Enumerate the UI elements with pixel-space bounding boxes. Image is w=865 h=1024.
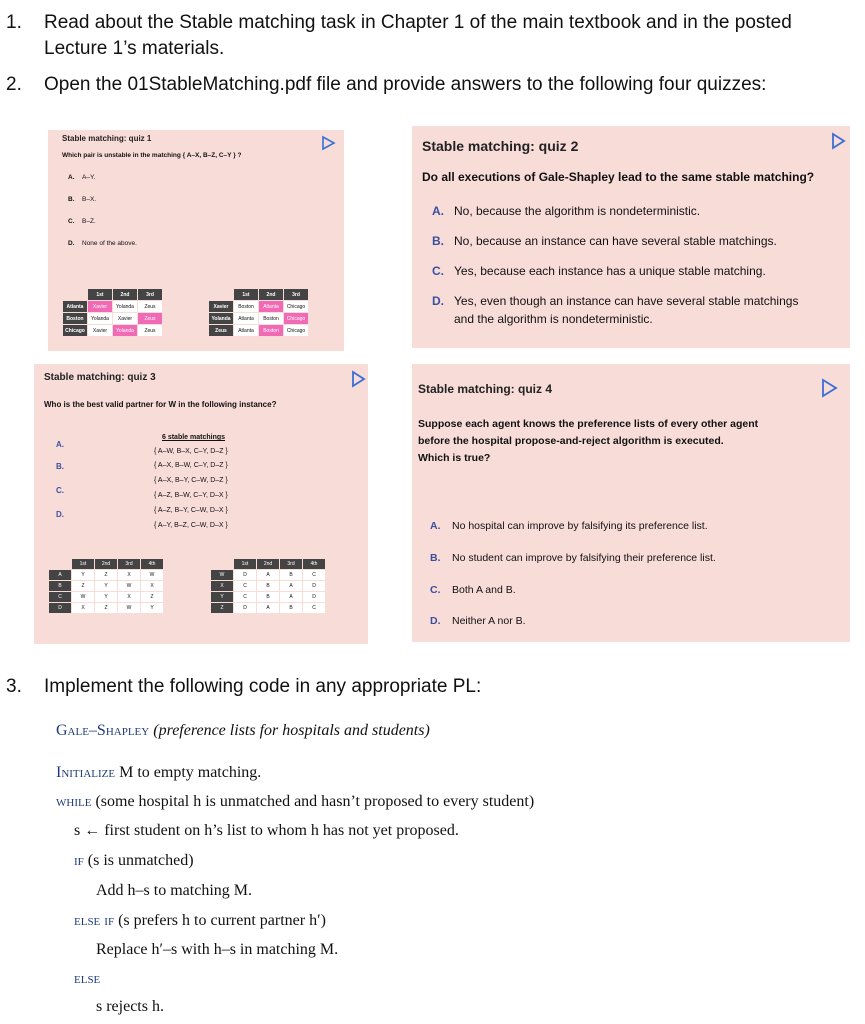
code-line-initialize [56, 764, 261, 782]
table-cell: C [303, 570, 326, 581]
matching-item: { A–X, B–Y, C–W, D–Z } [154, 477, 228, 484]
header-cell: 1st [234, 289, 259, 301]
quiz3-student-pref-table [210, 558, 326, 614]
option-letter: B. [430, 552, 441, 564]
quiz3-hospital-pref-table [48, 558, 164, 614]
matching-item: { A–X, B–W, C–Y, D–Z } [154, 462, 228, 469]
quiz3-question: Who is the best valid partner for W in the following instance? [44, 400, 277, 409]
header-cell: 3rd [280, 559, 303, 570]
table-cell: C [303, 603, 326, 614]
table-cell: Z [95, 570, 118, 581]
table-cell: A [280, 581, 303, 592]
quiz1-student-pref-table [208, 288, 309, 337]
code-text: s rejects h. [96, 998, 164, 1015]
play-icon[interactable] [320, 135, 336, 151]
row-label: C [49, 592, 72, 603]
row-label: B [49, 581, 72, 592]
play-icon[interactable] [820, 378, 838, 398]
option-letter: D. [432, 294, 444, 308]
table-cell: X [72, 603, 95, 614]
table-cell: X [118, 570, 141, 581]
quiz3-option-d[interactable]: D. [56, 510, 64, 519]
instruction-number: 2. [6, 74, 22, 95]
table-cell: A [257, 603, 280, 614]
question-line: Which is true? [418, 452, 491, 464]
quiz3-option-c[interactable]: C. [56, 486, 64, 495]
code-text: (s is unmatched) [87, 852, 194, 869]
header-cell: 2nd [257, 559, 280, 570]
table-cell: Chicago [284, 313, 309, 325]
table-cell: D [234, 603, 257, 614]
quiz1-question: Which pair is unstable in the matching { A–X, B–Z, C–Y } ? [62, 152, 242, 159]
instruction-1 [0, 10, 865, 66]
option-text: Both A and B. [452, 584, 516, 596]
row-label: Z [211, 603, 234, 614]
quiz4-title: Stable matching: quiz 4 [418, 382, 553, 396]
table-cell: Zeus [138, 313, 163, 325]
table-cell: Z [72, 581, 95, 592]
instruction-number: 3. [6, 676, 22, 697]
row-label: W [211, 570, 234, 581]
quiz3-option-b[interactable]: B. [56, 462, 64, 471]
table-cell: D [234, 570, 257, 581]
table-cell: X [118, 592, 141, 603]
header-cell: 3rd [138, 289, 163, 301]
matching-item: { A–W, B–X, C–Y, D–Z } [154, 448, 228, 455]
table-cell: Zeus [138, 301, 163, 313]
option-text: B–X. [82, 196, 97, 203]
matching-item: { A–Z, B–W, C–Y, D–X } [154, 492, 228, 499]
code-line-replace [96, 941, 338, 959]
quiz1-option-c[interactable] [68, 218, 96, 225]
keyword: else [74, 970, 101, 987]
table-cell: Yolanda [113, 325, 138, 337]
code-text: M to empty matching. [119, 764, 262, 781]
code-line-add [96, 882, 252, 900]
quiz1-hospital-pref-table [62, 288, 163, 337]
table-cell: D [303, 592, 326, 603]
table-cell: Xavier [88, 301, 113, 313]
keyword: Initialize [56, 764, 116, 781]
table-cell: Chicago [284, 301, 309, 313]
row-label: Xavier [209, 301, 234, 313]
option-letter: A. [68, 174, 75, 181]
header-cell: 1st [234, 559, 257, 570]
row-label: Y [211, 592, 234, 603]
table-cell: Y [95, 592, 118, 603]
header-cell: 3rd [118, 559, 141, 570]
quiz2-question: Do all executions of Gale-Shapley lead to the same stable matching? [422, 170, 815, 184]
table-cell: B [257, 581, 280, 592]
row-label: A [49, 570, 72, 581]
table-cell: W [118, 581, 141, 592]
table-cell: Boston [234, 301, 259, 313]
instruction-2 [0, 72, 865, 100]
quiz1-option-b[interactable] [68, 196, 96, 203]
quiz3-option-a[interactable]: A. [56, 440, 64, 449]
matching-item: { A–Z, B–Y, C–W, D–X } [154, 507, 228, 514]
quiz2-option-c[interactable] [432, 262, 766, 280]
code-text: s ← first student on h’s list to whom h has not yet proposed. [74, 822, 459, 839]
quiz2-option-b[interactable] [432, 232, 777, 250]
table-cell: Yolanda [88, 313, 113, 325]
keyword: else if [74, 912, 115, 929]
option-text: No, because the algorithm is nondeterministic. [454, 204, 701, 218]
option-text: Neither A nor B. [452, 615, 526, 627]
row-label: Atlanta [63, 301, 88, 313]
table-cell: W [141, 570, 164, 581]
code-line-while [56, 793, 534, 811]
question-line: before the hospital propose-and-reject algorithm is executed. [418, 435, 724, 447]
row-label: D [49, 603, 72, 614]
code-header [56, 722, 430, 740]
algorithm-name: Gale–Shapley [56, 722, 150, 739]
table-cell: Atlanta [259, 301, 284, 313]
code-line-else [74, 970, 100, 988]
matchings-title: 6 stable matchings [162, 434, 226, 441]
quiz3-slide [34, 364, 368, 644]
header-cell: 4th [303, 559, 326, 570]
table-cell: Atlanta [234, 325, 259, 337]
table-cell: Y [95, 581, 118, 592]
table-cell: Atlanta [234, 313, 259, 325]
keyword: if [74, 852, 84, 869]
table-cell: Zeus [138, 325, 163, 337]
header-cell: 4th [141, 559, 164, 570]
header-cell: 2nd [259, 289, 284, 301]
code-text: (some hospital h is unmatched and hasn’t proposed to every student) [95, 793, 535, 810]
instruction-3 [0, 674, 865, 702]
code-line-reject [96, 998, 164, 1016]
quiz4-question [418, 416, 838, 467]
instruction-number: 1. [6, 12, 22, 33]
quiz4-option-a[interactable] [430, 520, 708, 532]
header-cell: 3rd [284, 289, 309, 301]
table-cell: C [234, 581, 257, 592]
option-letter: B. [432, 234, 444, 248]
table-cell: Z [141, 592, 164, 603]
row-label: Zeus [209, 325, 234, 337]
table-cell: Boston [259, 313, 284, 325]
table-cell: W [118, 603, 141, 614]
table-cell: X [141, 581, 164, 592]
quiz1-title: Stable matching: quiz 1 [62, 134, 152, 143]
option-text: B–Z. [82, 218, 96, 225]
option-text: No student can improve by falsifying their preference list. [452, 552, 716, 564]
option-text: Yes, even though an instance can have several stable matchings [454, 294, 799, 308]
row-label: Boston [63, 313, 88, 325]
option-letter: A. [432, 204, 444, 218]
option-letter: D. [430, 615, 441, 627]
table-cell: Xavier [113, 313, 138, 325]
code-text: Add h–s to matching M. [96, 882, 252, 899]
table-cell: B [257, 592, 280, 603]
option-text-cont: and the algorithm is nondeterministic. [454, 312, 653, 326]
option-text: Yes, because each instance has a unique stable matching. [454, 264, 766, 278]
table-cell: D [303, 581, 326, 592]
quiz4-option-b[interactable] [430, 552, 716, 564]
quiz4-option-c[interactable] [430, 584, 516, 596]
instruction-text-cont: Lecture 1’s materials. [44, 38, 225, 59]
table-cell: C [234, 592, 257, 603]
option-letter: C. [68, 218, 75, 225]
code-text: Replace h′–s with h–s in matching M. [96, 941, 339, 958]
table-cell: W [72, 592, 95, 603]
quiz1-slide [48, 130, 344, 351]
matching-item: { A–Y, B–Z, C–W, D–X } [154, 522, 228, 529]
table-cell: Yolanda [113, 301, 138, 313]
keyword: while [56, 793, 92, 810]
option-letter: C. [432, 264, 444, 278]
quiz2-option-a[interactable] [432, 202, 700, 220]
instruction-text: Read about the Stable matching task in Chapter 1 of the main textbook and in the posted [44, 12, 792, 33]
code-text: (s prefers h to current partner h′) [118, 912, 326, 929]
quiz4-option-d[interactable] [430, 615, 526, 627]
quiz1-option-d[interactable] [68, 240, 137, 247]
quiz2-option-d[interactable] [432, 292, 798, 328]
row-label: Yolanda [209, 313, 234, 325]
instruction-text: Implement the following code in any appropriate PL: [44, 676, 482, 697]
option-letter: D. [68, 240, 75, 247]
quiz2-slide [412, 126, 850, 348]
algorithm-args: (preference lists for hospitals and students) [153, 722, 430, 739]
option-letter: A. [430, 520, 441, 532]
table-cell: A [280, 592, 303, 603]
option-text: A–Y. [82, 174, 96, 181]
table-cell: Z [95, 603, 118, 614]
quiz1-option-a[interactable] [68, 174, 95, 181]
table-cell: Boston [259, 325, 284, 337]
header-cell: 1st [88, 289, 113, 301]
quiz2-title: Stable matching: quiz 2 [422, 138, 579, 154]
table-cell: Xavier [88, 325, 113, 337]
table-cell: B [280, 603, 303, 614]
table-cell: Y [72, 570, 95, 581]
header-cell: 2nd [95, 559, 118, 570]
play-icon[interactable] [350, 370, 366, 388]
header-cell: 1st [72, 559, 95, 570]
table-cell: B [280, 570, 303, 581]
row-label: Chicago [63, 325, 88, 337]
table-cell: Chicago [284, 325, 309, 337]
option-letter: B. [68, 196, 75, 203]
option-letter: C. [430, 584, 441, 596]
quiz3-title: Stable matching: quiz 3 [44, 372, 156, 383]
option-text: None of the above. [82, 240, 137, 247]
quiz4-slide [412, 364, 850, 642]
code-line-elseif [74, 912, 326, 930]
code-line-assign [74, 822, 459, 840]
row-label: X [211, 581, 234, 592]
code-line-if [74, 852, 194, 870]
option-text: No, because an instance can have several stable matchings. [454, 234, 777, 248]
option-text: No hospital can improve by falsifying its preference list. [452, 520, 708, 532]
instruction-text: Open the 01StableMatching.pdf file and provide answers to the following four quizzes: [44, 74, 767, 95]
table-cell: A [257, 570, 280, 581]
play-icon[interactable] [830, 132, 846, 150]
table-cell: Y [141, 603, 164, 614]
header-cell: 2nd [113, 289, 138, 301]
question-line: Suppose each agent knows the preference lists of every other agent [418, 418, 759, 430]
